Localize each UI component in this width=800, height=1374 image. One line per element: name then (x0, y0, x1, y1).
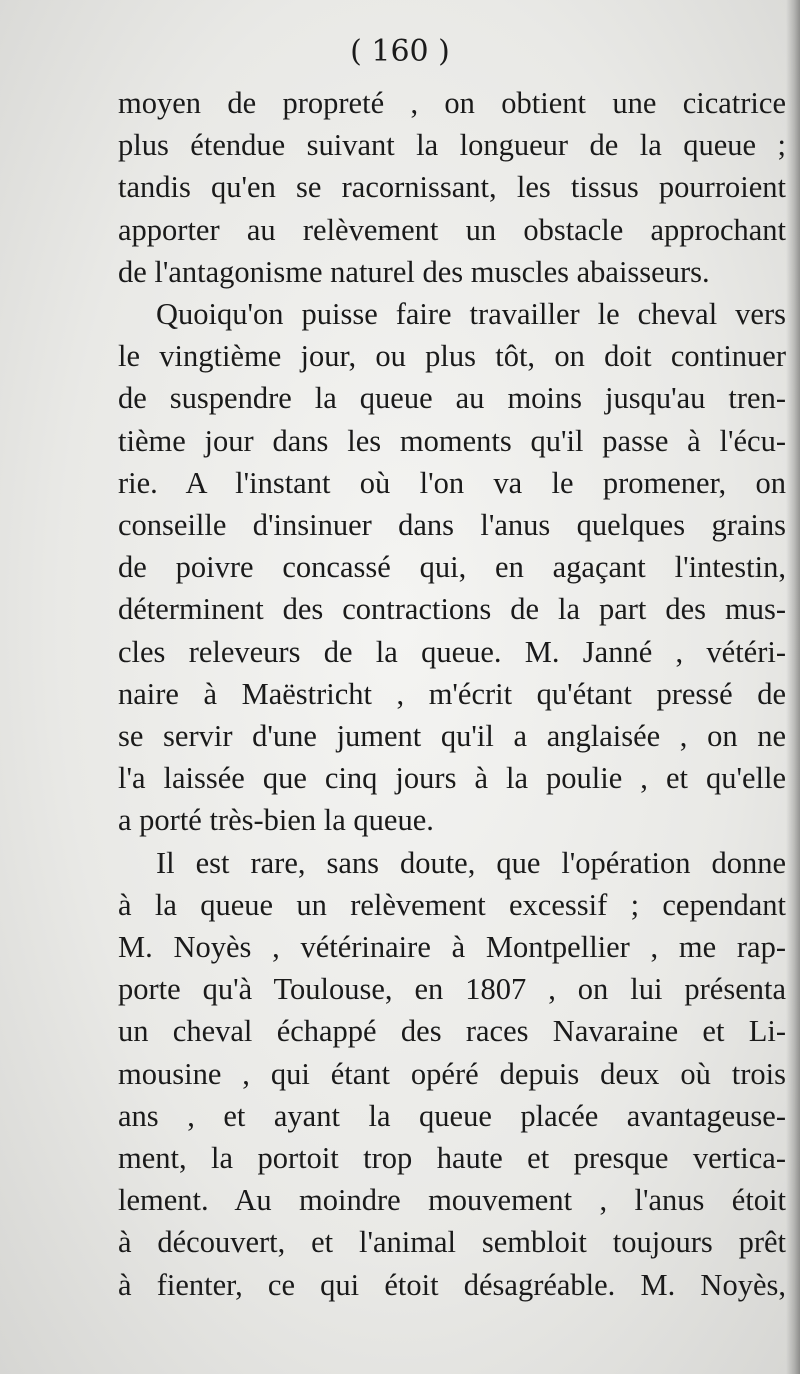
text-line: naire à Maëstricht , m'écrit qu'étant pressé de (118, 676, 786, 711)
paragraph-3 (118, 842, 786, 1306)
text-line: porte qu'à Toulouse, en 1807 , on lui présenta (118, 972, 786, 1007)
text-line: moyen de propreté , on obtient une cicatrice (118, 86, 786, 120)
text-line: de l'antagonisme naturel des muscles abaisseurs. (118, 254, 710, 289)
text-line: lement. Au moindre mouvement , l'anus étoit (118, 1183, 786, 1218)
text-line: a porté très-bien la queue. (118, 803, 434, 838)
text-line: à découvert, et l'animal sembloit toujours prêt (118, 1225, 786, 1260)
text-line: rie. A l'instant où l'on va le promener, on (118, 465, 786, 500)
text-line: ment, la portoit trop haute et presque vertica- (118, 1141, 786, 1176)
text-line: se servir d'une jument qu'il a anglaisée , on ne (118, 719, 786, 754)
text-line: conseille d'insinuer dans l'anus quelques grains (118, 508, 786, 543)
text-line: à fienter, ce qui étoit désagréable. M. Noyès, (118, 1267, 786, 1302)
text-line: tandis qu'en se racornissant, les tissus pourroient (118, 170, 786, 205)
text-line: M. Noyès , vétérinaire à Montpellier , me rap- (118, 930, 786, 965)
text-line: de poivre concassé qui, en agaçant l'intestin, (118, 550, 786, 585)
text-line: l'a laissée que cinq jours à la poulie , et qu'elle (118, 761, 786, 796)
text-line: plus étendue suivant la longueur de la queue ; (118, 128, 786, 163)
text-line: à la queue un relèvement excessif ; cependant (118, 887, 786, 922)
paragraph-2 (118, 293, 786, 842)
text-line: tième jour dans les moments qu'il passe à l'écu- (118, 423, 786, 458)
text-line: le vingtième jour, ou plus tôt, on doit continuer (118, 339, 786, 374)
text-line: Il est rare, sans doute, que l'opération donne (156, 845, 786, 880)
text-line: Quoiqu'on puisse faire travailler le cheval vers (156, 297, 786, 332)
text-line: ans , et ayant la queue placée avantageuse- (118, 1098, 786, 1133)
body-text (118, 82, 786, 1306)
text-line: de suspendre la queue au moins jusqu'au tren- (118, 381, 786, 416)
text-line: cles releveurs de la queue. M. Janné , vétéri- (118, 634, 786, 669)
text-line: apporter au relèvement un obstacle approchant (118, 212, 786, 247)
text-line: mousine , qui étant opéré depuis deux où trois (118, 1056, 786, 1091)
paragraph-1 (118, 82, 786, 293)
text-line: déterminent des contractions de la part des mus- (118, 592, 786, 627)
page-number: ( 160 ) (350, 34, 450, 69)
page-edge-shadow (786, 0, 800, 1374)
text-line: un cheval échappé des races Navaraine et Li- (118, 1014, 786, 1049)
